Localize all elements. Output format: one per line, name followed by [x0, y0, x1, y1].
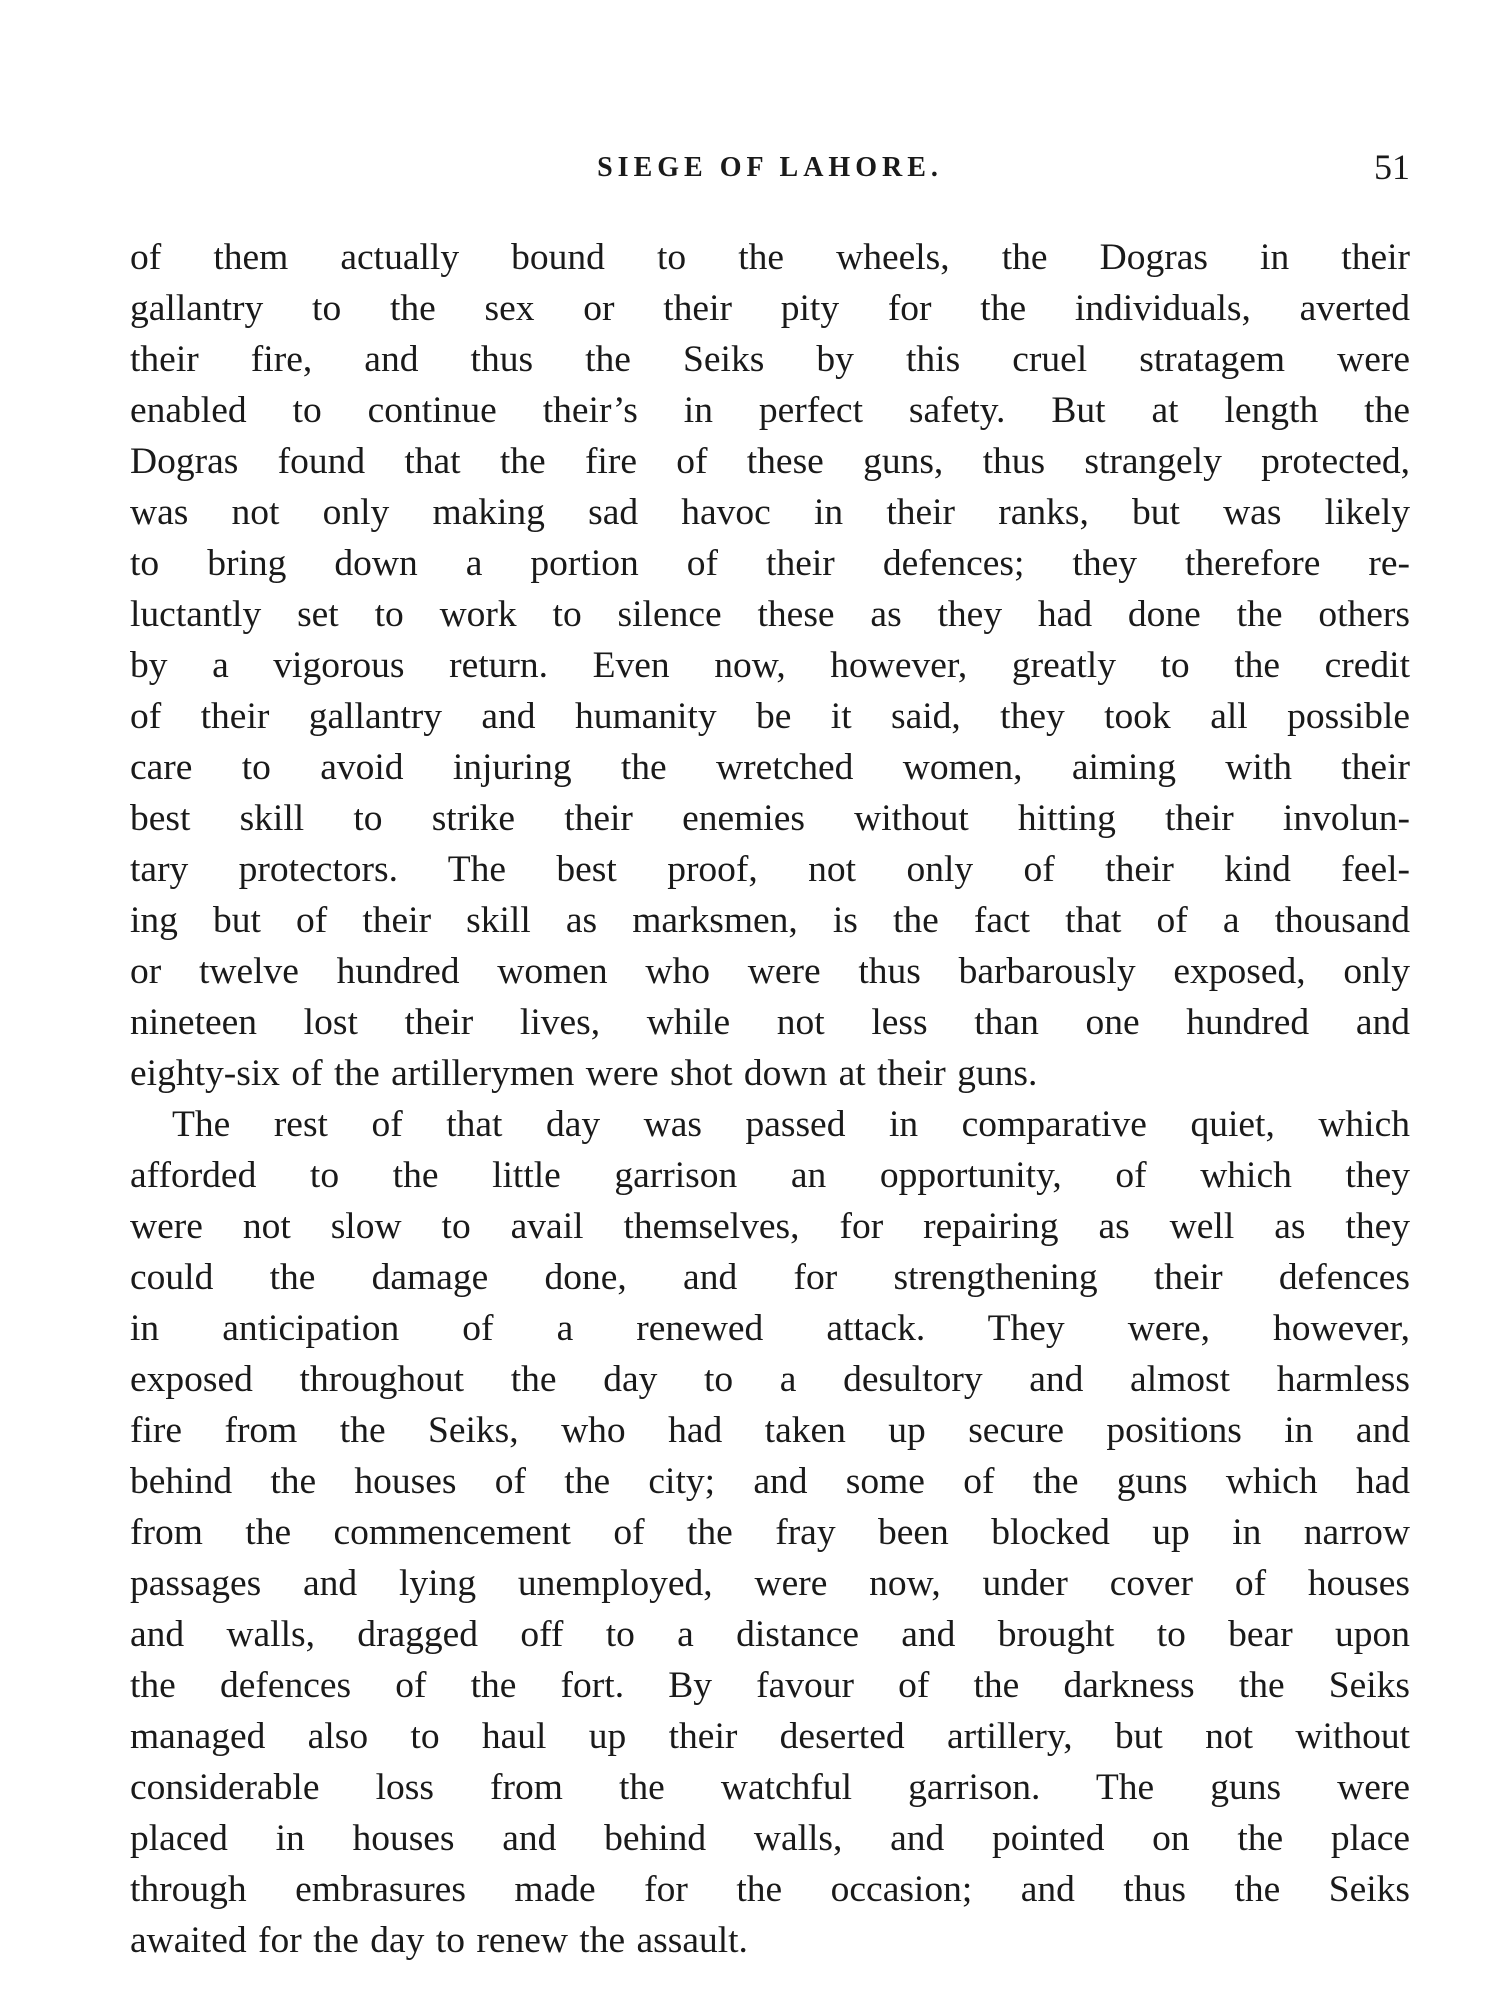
text-line: were not slow to avail themselves, for repairing as well as they [130, 1206, 1410, 1247]
paragraph-1 [130, 232, 1410, 1099]
text-line: the defences of the fort. By favour of the darkness the Seiks [130, 1665, 1410, 1706]
body-text [130, 232, 1410, 1966]
text-line: nineteen lost their lives, while not less than one hundred and [130, 1002, 1410, 1043]
text-line: by a vigorous return. Even now, however, greatly to the credit [130, 645, 1410, 686]
text-line: care to avoid injuring the wretched women, aiming with their [130, 747, 1410, 788]
text-line: behind the houses of the city; and some of the guns which had [130, 1461, 1410, 1502]
text-line: tary protectors. The best proof, not only of their kind feel- [130, 849, 1410, 890]
text-line: ing but of their skill as marksmen, is the fact that of a thousand [130, 900, 1410, 941]
text-line: considerable loss from the watchful garrison. The guns were [130, 1767, 1410, 1808]
text-line: to bring down a portion of their defences; they therefore re- [130, 543, 1410, 584]
text-line: gallantry to the sex or their pity for the individuals, averted [130, 288, 1410, 329]
text-line: Dogras found that the fire of these guns, thus strangely protected, [130, 441, 1410, 482]
text-line: or twelve hundred women who were thus barbarously exposed, only [130, 951, 1410, 992]
text-line: eighty-six of the artillerymen were shot down at their guns. [130, 1053, 1038, 1094]
text-line: their fire, and thus the Seiks by this cruel stratagem were [130, 339, 1410, 380]
page-number: 51 [1374, 147, 1410, 187]
text-line: through embrasures made for the occasion; and thus the Seiks [130, 1869, 1410, 1910]
text-line: luctantly set to work to silence these as they had done the others [130, 594, 1410, 635]
text-line: afforded to the little garrison an opportunity, of which they [130, 1155, 1410, 1196]
text-line: awaited for the day to renew the assault. [130, 1920, 748, 1961]
text-line: exposed throughout the day to a desultory and almost harmless [130, 1359, 1410, 1400]
text-line: fire from the Seiks, who had taken up secure positions in and [130, 1410, 1410, 1451]
text-line: from the commencement of the fray been blocked up in narrow [130, 1512, 1410, 1553]
running-head [130, 147, 1410, 190]
paragraph-2 [130, 1099, 1410, 1966]
text-line: managed also to haul up their deserted artillery, but not without [130, 1716, 1410, 1757]
text-line: of their gallantry and humanity be it said, they took all possible [130, 696, 1410, 737]
text-line: best skill to strike their enemies without hitting their involun- [130, 798, 1410, 839]
text-line: in anticipation of a renewed attack. They were, however, [130, 1308, 1410, 1349]
text-line: of them actually bound to the wheels, the Dogras in their [130, 237, 1410, 278]
text-line: could the damage done, and for strengthening their defences [130, 1257, 1410, 1298]
text-line: placed in houses and behind walls, and pointed on the place [130, 1818, 1410, 1859]
text-line: enabled to continue their’s in perfect safety. But at length the [130, 390, 1410, 431]
text-line: The rest of that day was passed in comparative quiet, which [172, 1104, 1410, 1145]
text-line: was not only making sad havoc in their ranks, but was likely [130, 492, 1410, 533]
text-line: and walls, dragged off to a distance and brought to bear upon [130, 1614, 1410, 1655]
text-line: passages and lying unemployed, were now, under cover of houses [130, 1563, 1410, 1604]
running-title: SIEGE OF LAHORE. [597, 152, 943, 183]
